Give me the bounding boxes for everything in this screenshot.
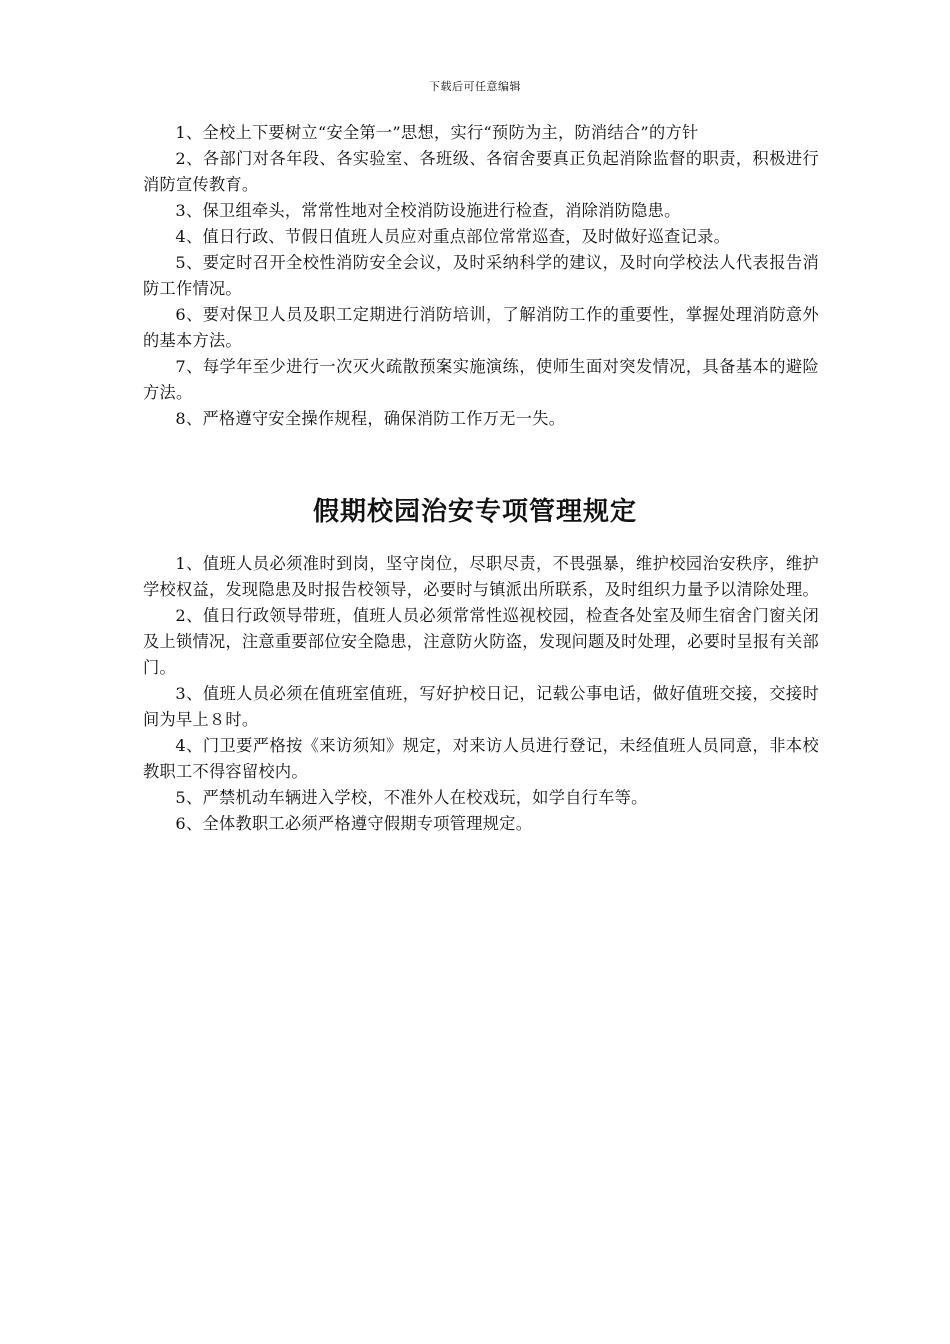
rule-item: 6、全体教职工必须严格遵守假期专项管理规定。 — [175, 814, 533, 833]
rule-item: 2、值日行政领导带班，值班人员必须常常性巡视校园，检查各处室及师生宿舍门窗关闭及上锁情况，注意重要部位安全隐患，注意防火防盗，发现问题及时处理，必要时呈报有关部门。 — [143, 606, 819, 677]
rule-item: 5、严禁机动车辆进入学校，不准外人在校戏玩，如学自行车等。 — [175, 788, 648, 807]
fire-safety-rules — [143, 120, 819, 432]
rule-item: 7、每学年至少进行一次灭火疏散预案实施演练，使师生面对突发情况，具备基本的避险方法。 — [143, 357, 819, 402]
rule-item: 3、保卫组牵头，常常性地对全校消防设施进行检查，消除消防隐患。 — [175, 201, 681, 220]
rule-item: 8、严格遵守安全操作规程，确保消防工作万无一失。 — [175, 409, 566, 428]
rule-item: 3、值班人员必须在值班室值班，写好护校日记，记载公事电话，做好值班交接，交接时间为早上８时。 — [143, 684, 819, 729]
holiday-security-rules — [143, 551, 819, 837]
section-title: 假期校园治安专项管理规定 — [312, 497, 637, 527]
page-header-note: 下载后可任意编辑 — [429, 80, 521, 93]
rule-item: 2、各部门对各年段、各实验室、各班级、各宿舍要真正负起消除监督的职责，积极进行消防宣传教育。 — [143, 149, 819, 194]
rule-item: 1、值班人员必须准时到岗，坚守岗位，尽职尽责，不畏强暴，维护校园治安秩序，维护学校权益，发现隐患及时报告校领导，必要时与镇派出所联系，及时组织力量予以清除处理。 — [143, 554, 819, 599]
rule-item: 6、要对保卫人员及职工定期进行消防培训，了解消防工作的重要性，掌握处理消防意外的基本方法。 — [143, 305, 819, 350]
rule-item: 4、值日行政、节假日值班人员应对重点部位常常巡查，及时做好巡查记录。 — [175, 227, 731, 246]
rule-item: 1、全校上下要树立“安全第一”思想，实行“预防为主，防消结合”的方针 — [175, 123, 699, 142]
rule-item: 5、要定时召开全校性消防安全会议，及时采纳科学的建议，及时向学校法人代表报告消防工作情况。 — [143, 253, 819, 298]
rule-item: 4、门卫要严格按《来访须知》规定，对来访人员进行登记，未经值班人员同意，非本校教职工不得容留校内。 — [143, 736, 819, 781]
